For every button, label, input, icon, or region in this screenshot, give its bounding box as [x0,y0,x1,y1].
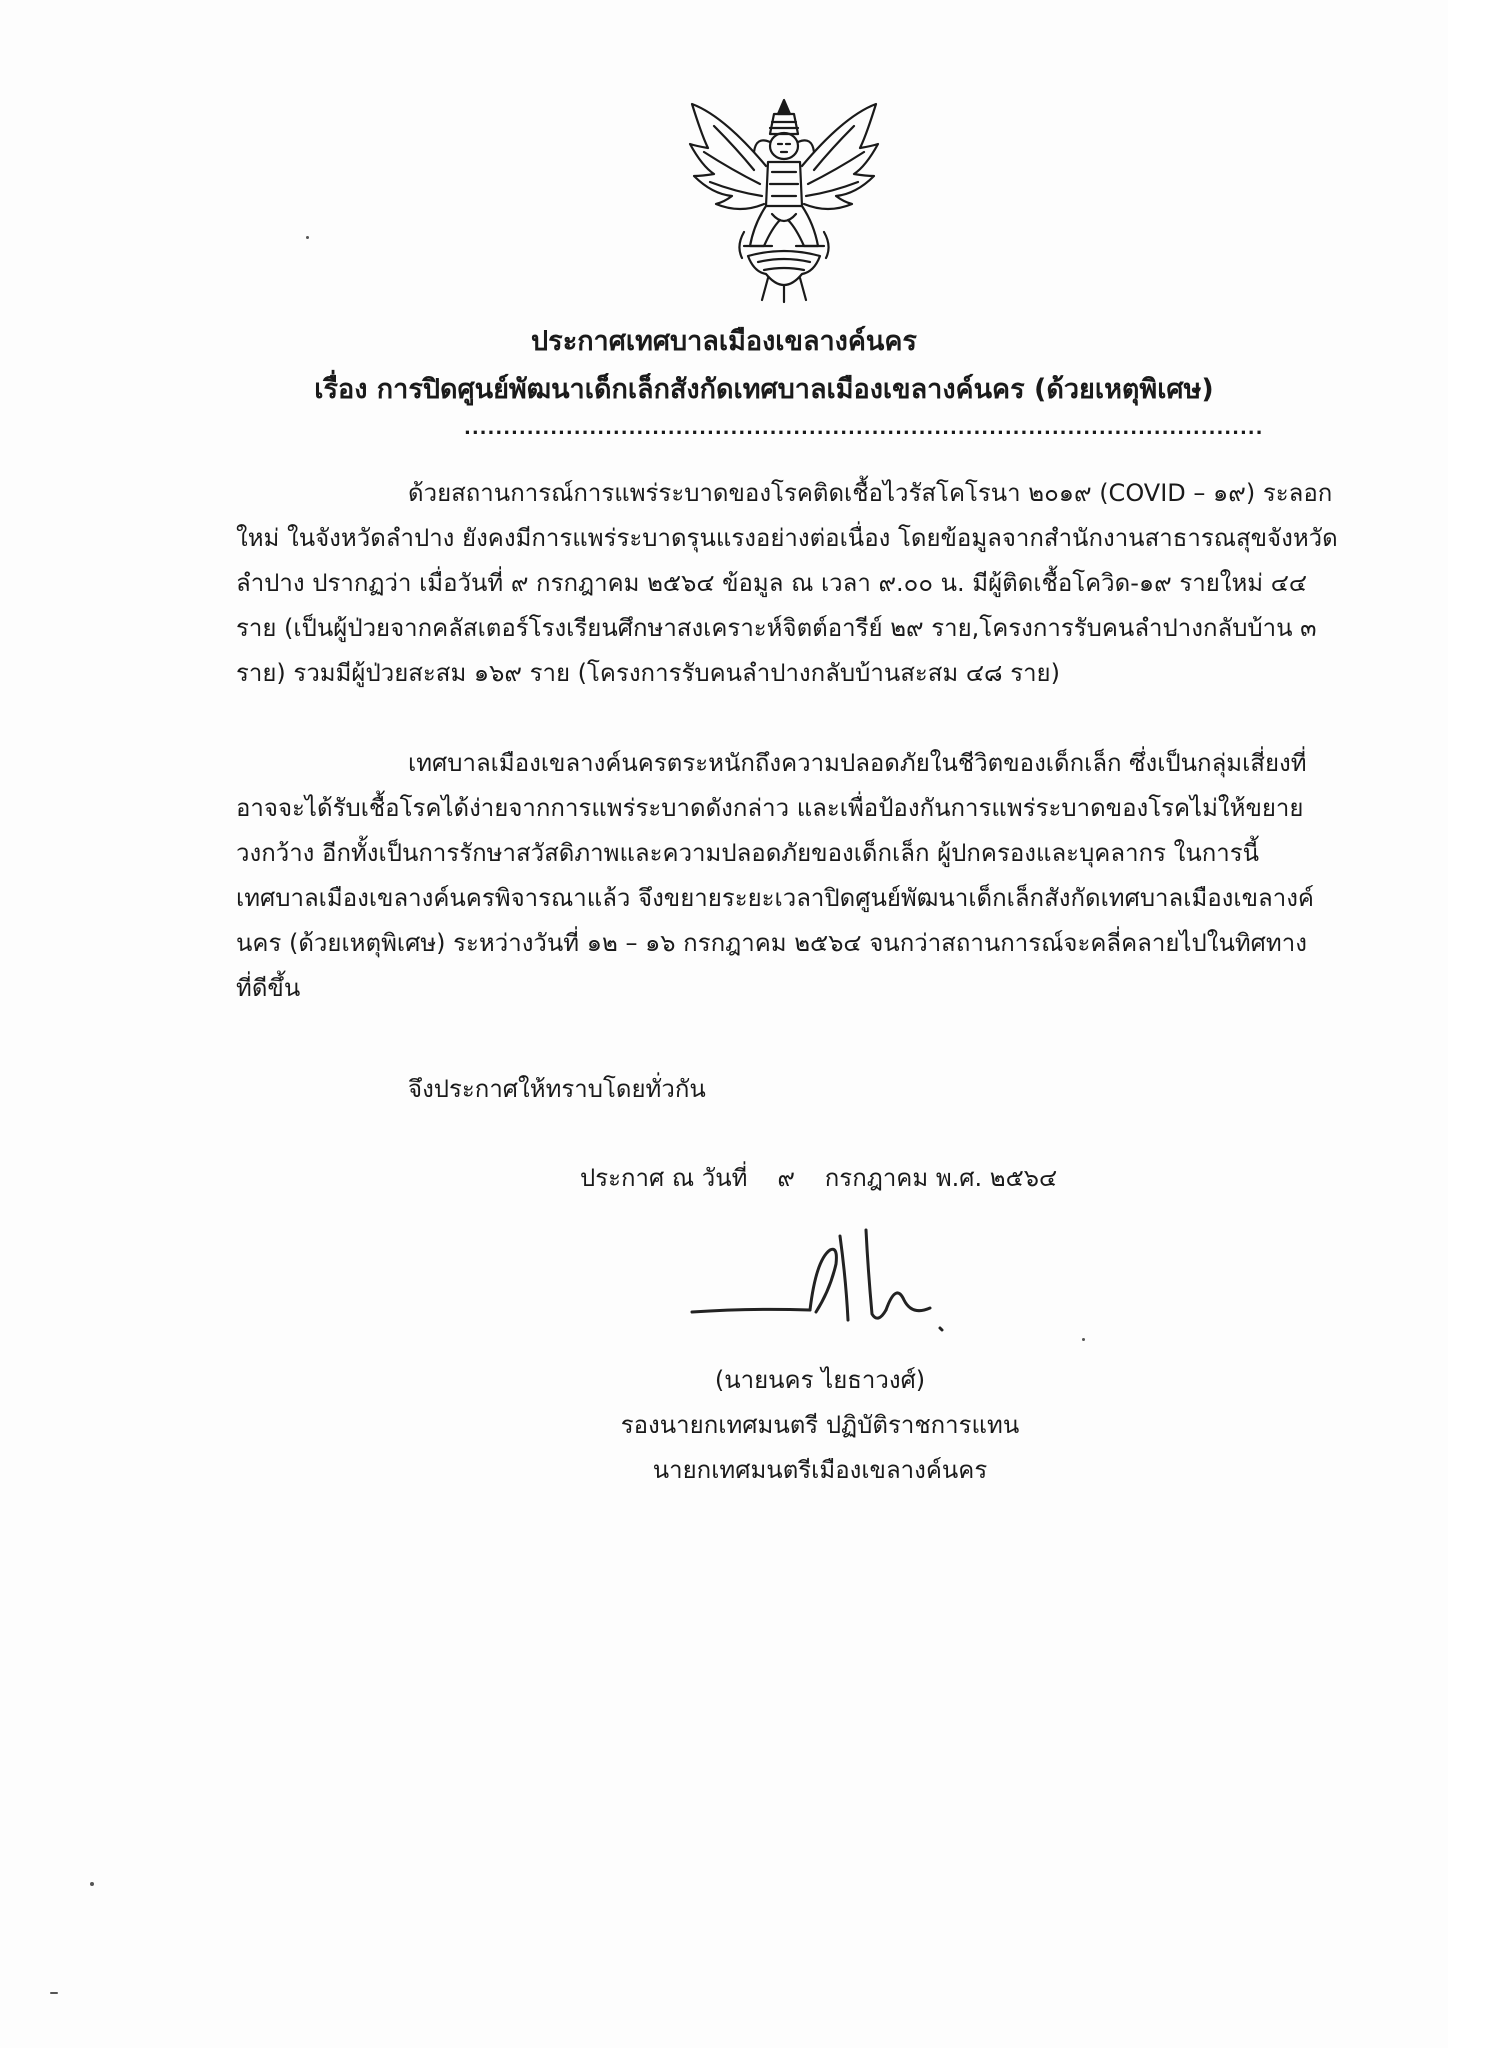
paragraph-line: ด้วยสถานการณ์การแพร่ระบาดของโรคติดเชื้อไวรัสโคโรนา ๒๐๑๙ (COVID – ๑๙) ระลอก [408,479,1333,507]
paragraph-line: ราย (เป็นผู้ป่วยจากคลัสเตอร์โรงเรียนศึกษาสงเคราะห์จิตต์อารีย์ ๒๙ ราย,โครงการรับคนลำปางกลับบ้าน ๓ [236,614,1317,642]
separator-line: ...................................................................................................... [464,418,1264,439]
signatory-office: นายกเทศมนตรีเมืองเขลางค์นคร [652,1456,988,1484]
paragraph-line: ลำปาง ปรากฏว่า เมื่อวันที่ ๙ กรกฎาคม ๒๕๖๔ ข้อมูล ณ เวลา ๙.๐๐ น. มีผู้ติดเชื้อโควิด-๑๙ รายใหม่ ๔๔ [236,569,1308,597]
paragraph-line: เทศบาลเมืองเขลางค์นครพิจารณาแล้ว จึงขยายระยะเวลาปิดศูนย์พัฒนาเด็กเล็กสังกัดเทศบาลเมืองเขลางค์ [236,884,1314,912]
paragraph-decision [236,741,1336,1011]
paragraph-line: ราย) รวมมีผู้ป่วยสะสม ๑๖๙ ราย (โครงการรับคนลำปางกลับบ้านสะสม ๔๘ ราย) [236,659,1060,687]
announcement-date [580,1158,1057,1197]
signatory-position: รองนายกเทศมนตรี ปฏิบัติราชการแทน [620,1411,1020,1439]
scan-speck [90,1882,94,1886]
scan-speck [50,1992,58,1994]
paragraph-line: ที่ดีขึ้น [236,974,301,1002]
paragraph-situation [236,471,1336,696]
date-prefix: ประกาศ ณ วันที่ [580,1164,748,1192]
scan-speck [306,236,309,239]
paragraph-line: เทศบาลเมืองเขลางค์นครตระหนักถึงความปลอดภัยในชีวิตของเด็กเล็ก ซึ่งเป็นกลุ่มเสี่ยงที่ [408,749,1307,777]
paragraph-line: อาจจะได้รับเชื้อโรคได้ง่ายจากการแพร่ระบาดดังกล่าว และเพื่อป้องกันการแพร่ระบาดของโรคไม่ให้ขยาย [236,794,1304,822]
date-day: ๙ [777,1164,795,1192]
closing-statement: จึงประกาศให้ทราบโดยทั่วกัน [408,1075,706,1103]
announcement-subject: เรื่อง การปิดศูนย์พัฒนาเด็กเล็กสังกัดเทศบาลเมืองเขลางค์นคร (ด้วยเหตุพิเศษ) [314,374,1214,405]
garuda-emblem-icon [684,96,884,306]
handwritten-signature [690,1220,1010,1350]
paragraph-line: นคร (ด้วยเหตุพิเศษ) ระหว่างวันที่ ๑๒ – ๑๖ กรกฎาคม ๒๕๖๔ จนกว่าสถานการณ์จะคลี่คลายไปในทิศทาง [236,929,1307,957]
signatory-block [560,1358,1080,1493]
paragraph-line: ใหม่ ในจังหวัดลำปาง ยังคงมีการแพร่ระบาดรุนแรงอย่างต่อเนื่อง โดยข้อมูลจากสำนักงานสาธารณสุขจังหวัด [236,524,1338,552]
date-month-year: กรกฎาคม พ.ศ. ๒๕๖๔ [824,1164,1058,1192]
scan-speck [1082,1338,1085,1341]
announcement-title: ประกาศเทศบาลเมืองเขลางค์นคร [531,326,917,357]
paragraph-line: วงกว้าง อีกทั้งเป็นการรักษาสวัสดิภาพและความปลอดภัยของเด็กเล็ก ผู้ปกครองและบุคลากร ในการนี้ [236,839,1260,867]
signatory-name: (นายนคร ไยธาวงศ์) [714,1366,926,1394]
